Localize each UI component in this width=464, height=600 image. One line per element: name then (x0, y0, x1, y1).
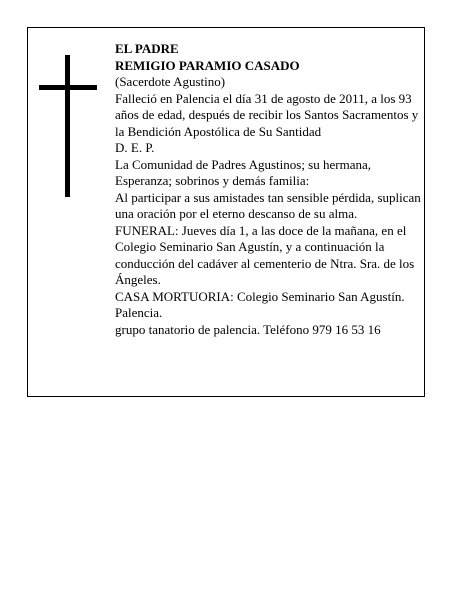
deceased-name: REMIGIO PARAMIO CASADO (115, 57, 300, 73)
paragraph-rip: D. E. P. (115, 140, 155, 155)
paragraph-funeral-home: grupo tanatorio de palencia. Teléfono 979 16 53 16 (115, 321, 381, 337)
paragraph-death: Falleció en Palencia el día 31 de agosto de 2011, a los 93 años de edad, después de recibir los Santos Sacramentos y la Bendición Apostólica de Su Santidad (115, 90, 419, 139)
paragraph-family: La Comunidad de Padres Agustinos; su hermana, Esperanza; sobrinos y demás familia: (115, 156, 371, 188)
obituary-text (115, 41, 421, 338)
subtitle: (Sacerdote Agustino) (115, 74, 226, 89)
paragraph-funeral: FUNERAL: Jueves día 1, a las doce de la mañana, en el Colegio Seminario San Agustín, y a continuación la conducción del cadáver al cementerio de Ntra. Sra. de los Ángeles. (115, 222, 415, 287)
cross-vertical-bar (65, 55, 70, 197)
paragraph-prayer: Al participar a sus amistades tan sensible pérdida, suplican una oración por el eterno descanso de su alma. (115, 189, 421, 221)
title-line-1: EL PADRE (115, 41, 179, 56)
cross-icon (39, 55, 97, 197)
cross-horizontal-bar (39, 85, 97, 90)
paragraph-mortuary: CASA MORTUORIA: Colegio Seminario San Agustín. Palencia. (115, 288, 405, 320)
obituary-notice (27, 27, 425, 397)
